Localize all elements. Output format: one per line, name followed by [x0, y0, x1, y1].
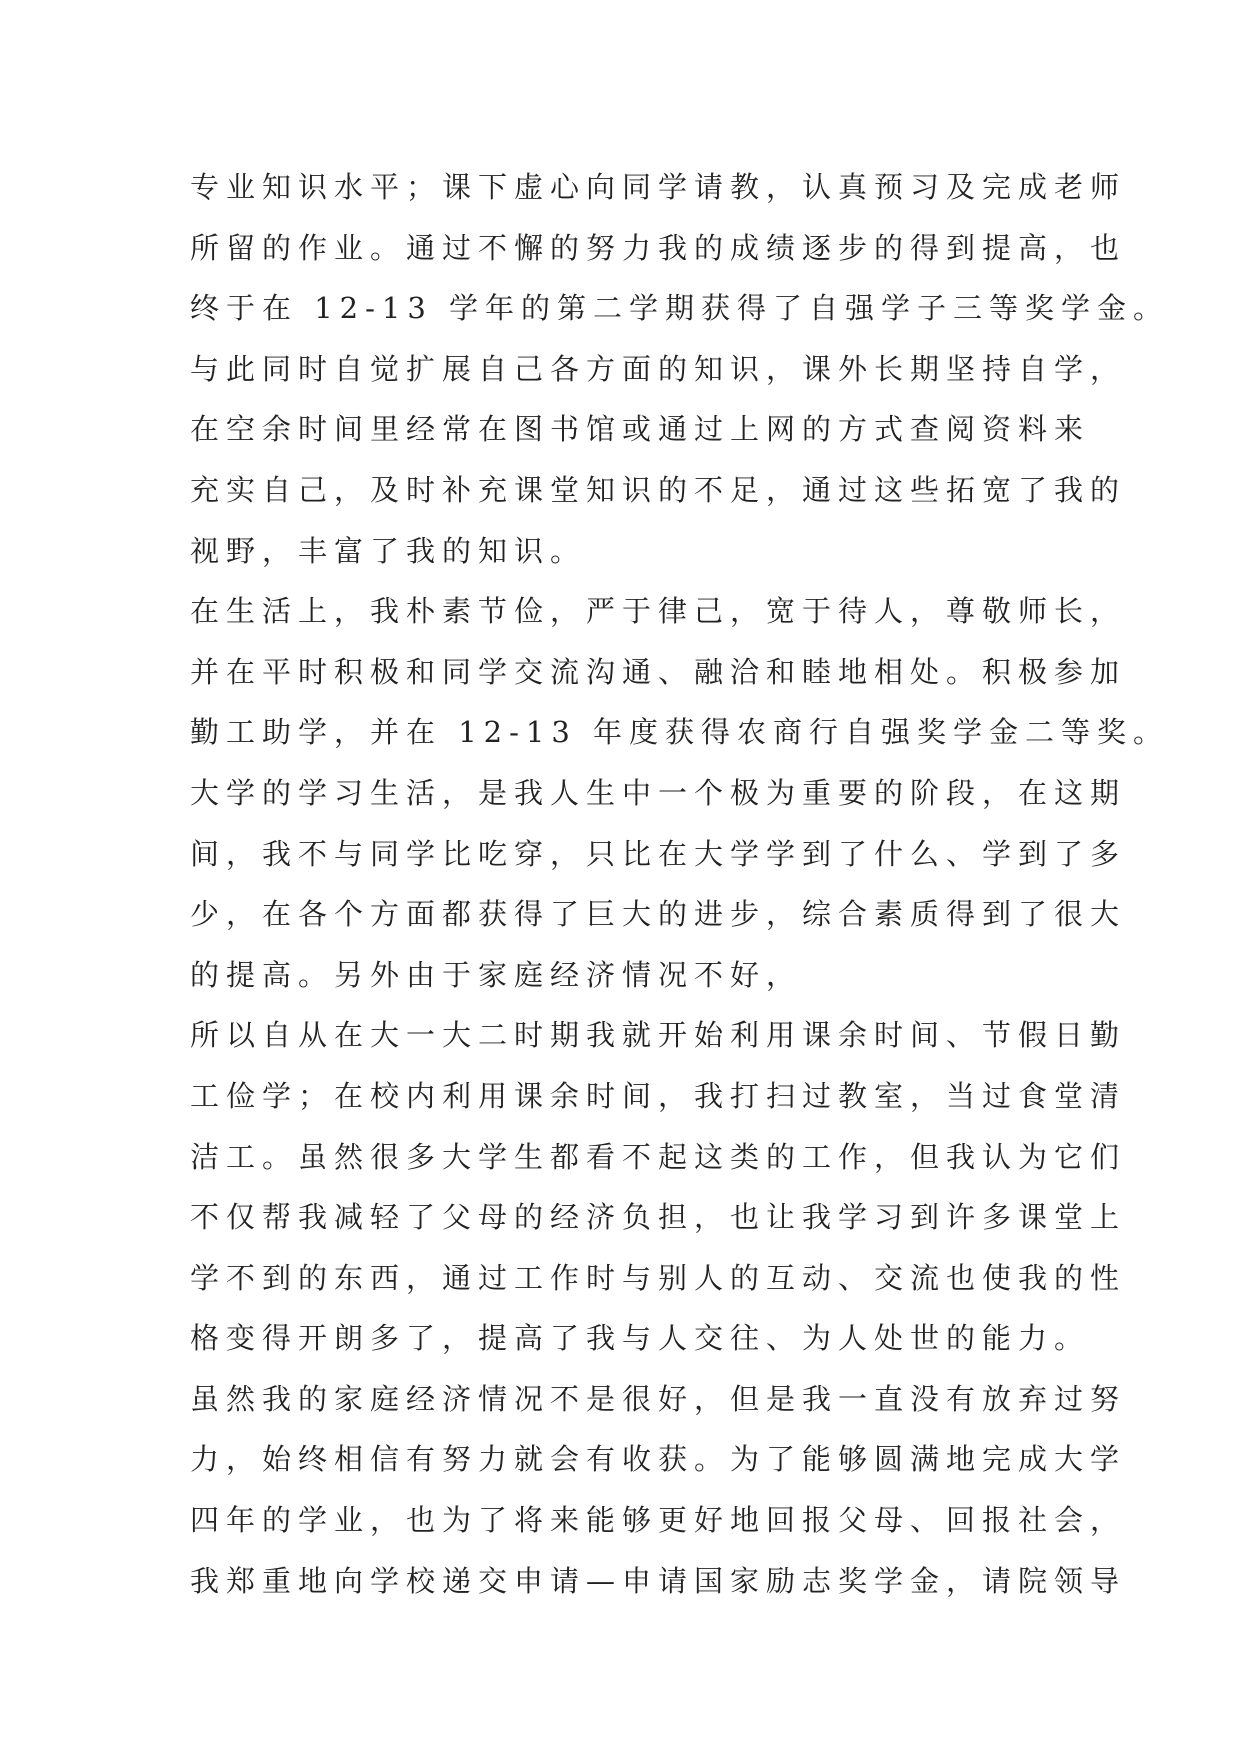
text-line: 力，始终相信有努力就会有收获。为了能够圆满地完成大学: [190, 1442, 1127, 1477]
text-line: 洁工。虽然很多大学生都看不起这类的工作，但我认为它们: [190, 1139, 1127, 1174]
text-line: 所以自从在大一大二时期我就开始利用课余时间、节假日勤: [190, 1018, 1127, 1053]
text-line: 视野，丰富了我的知识。: [190, 533, 587, 568]
text-line: 在生活上，我朴素节俭，严于律己，宽于待人，尊敬师长，: [190, 594, 1127, 629]
text-line: 大学的学习生活，是我人生中一个极为重要的阶段，在这期: [190, 775, 1127, 810]
body-text: [190, 157, 1170, 1611]
text-line: 不仅帮我减轻了父母的经济负担，也让我学习到许多课堂上: [190, 1200, 1127, 1235]
text-line: 勤工助学，并在 12-13 年度获得农商行自强奖学金二等奖。: [190, 715, 1170, 750]
text-line: 充实自己，及时补充课堂知识的不足，通过这些拓宽了我的: [190, 472, 1127, 507]
text-line: 的提高。另外由于家庭经济情况不好，: [190, 957, 803, 992]
text-line: 在空余时间里经常在图书馆或通过上网的方式查阅资料来: [190, 412, 1091, 447]
text-line: 我郑重地向学校递交申请—申请国家励志奖学金，请院领导: [190, 1563, 1127, 1598]
text-line: 所留的作业。通过不懈的努力我的成绩逐步的得到提高，也: [190, 230, 1127, 265]
text-line: 少，在各个方面都获得了巨大的进步，综合素质得到了很大: [190, 897, 1127, 932]
text-line: 专业知识水平；课下虚心向同学请教，认真预习及完成老师: [190, 170, 1127, 204]
text-line: 虽然我的家庭经济情况不是很好，但是我一直没有放弃过努: [190, 1381, 1127, 1416]
text-line: 间，我不与同学比吃穿，只比在大学学到了什么、学到了多: [190, 836, 1127, 871]
text-line: 与此同时自觉扩展自己各方面的知识，课外长期坚持自学，: [190, 351, 1127, 386]
text-line: 格变得开朗多了，提高了我与人交往、为人处世的能力。: [190, 1321, 1091, 1356]
text-line: 学不到的东西，通过工作时与别人的互动、交流也使我的性: [190, 1260, 1127, 1295]
text-line: 工俭学；在校内利用课余时间，我打扫过教室，当过食堂清: [190, 1078, 1127, 1113]
text-line: 四年的学业，也为了将来能够更好地回报父母、回报社会，: [190, 1503, 1127, 1538]
text-line: 终于在 12-13 学年的第二学期获得了自强学子三等奖学金。: [190, 291, 1170, 326]
text-line: 并在平时积极和同学交流沟通、融洽和睦地相处。积极参加: [190, 654, 1127, 689]
